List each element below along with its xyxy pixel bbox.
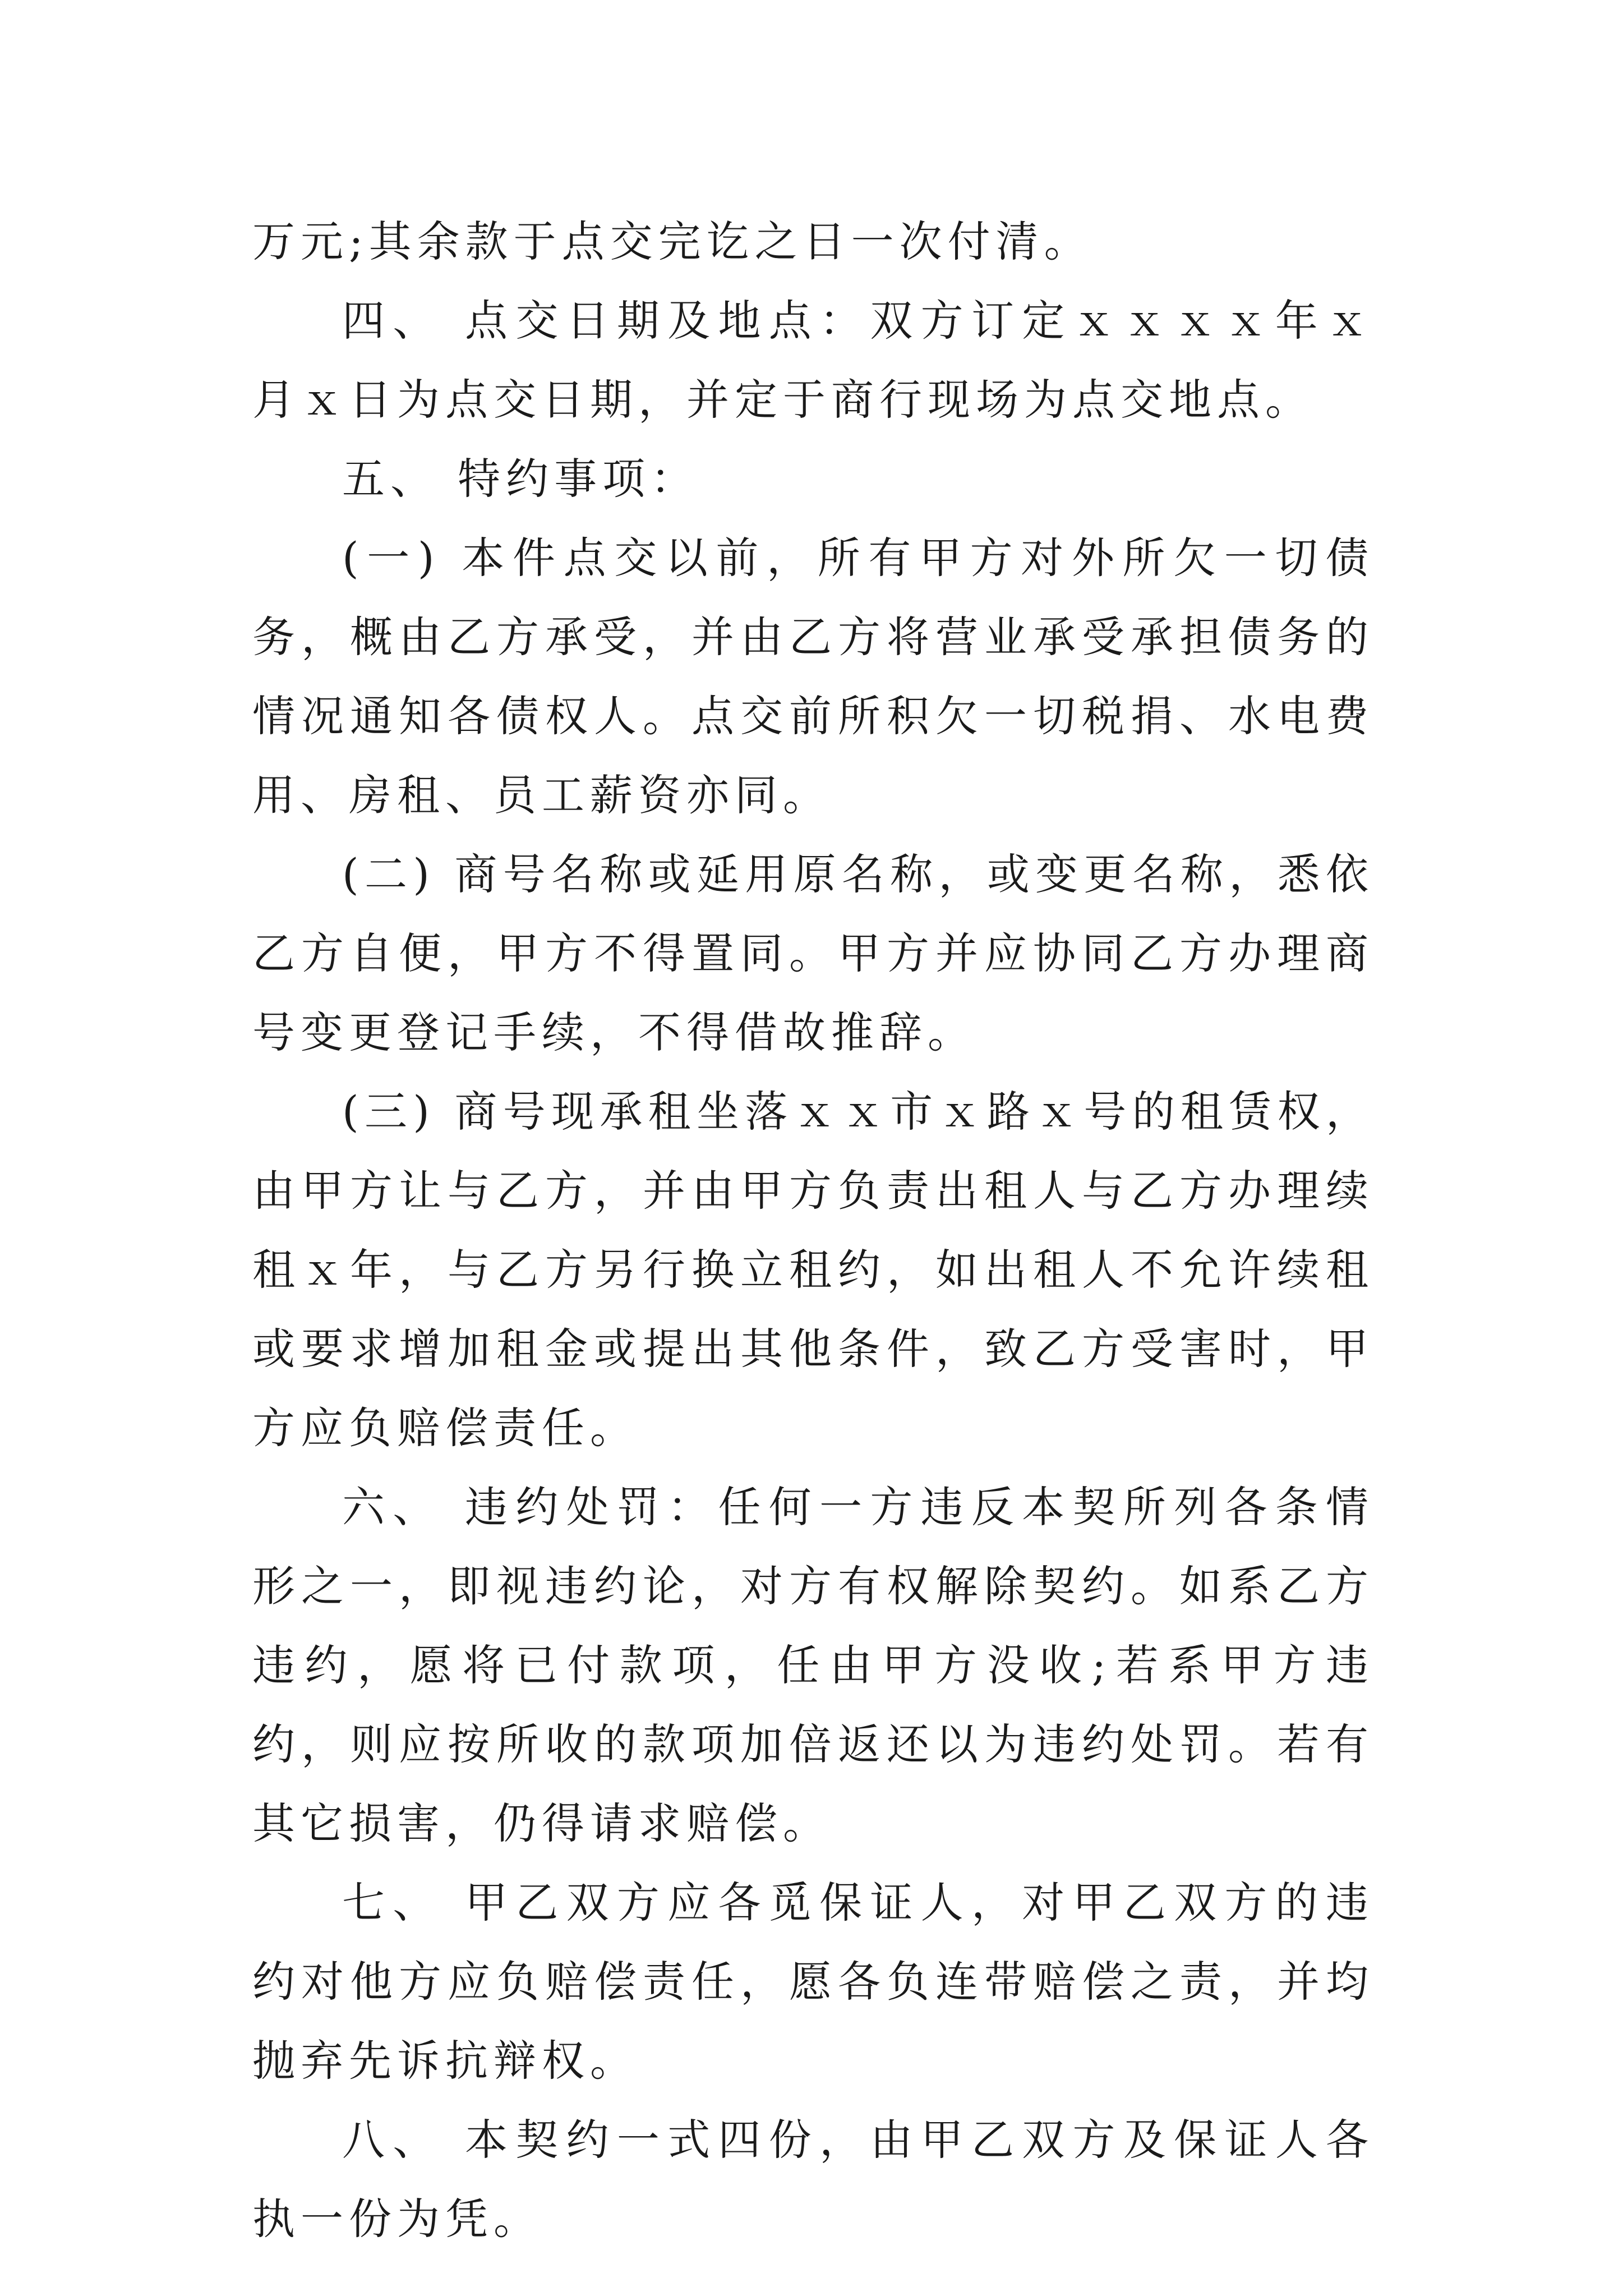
paragraph-clause-4-handover-date: 四、 点交日期及地点：双方订定ｘｘｘｘ年ｘ月ｘ日为点交日期，并定于商行现场为点交地点。 <box>252 296 1374 425</box>
paragraph-clause-5-2-trade-name: (二) 商号名称或延用原名称，或变更名称，悉依乙方自便，甲方不得置同。甲方并应协同乙方办理商号变更登记手续，不得借故推辞。 <box>252 849 1374 1057</box>
paragraph-clause-5-heading: 五、 特约事项： <box>342 454 699 504</box>
paragraph-clause-7-guarantor: 七、 甲乙双方应各觅保证人，对甲乙双方的违约对他方应负赔偿责任，愿各负连带赔偿之责，并均抛弃先诉抗辩权。 <box>252 1878 1374 2086</box>
paragraph-payment-remainder: 万元;其余款于点交完讫之日一次付清。 <box>252 217 1092 266</box>
paragraph-clause-5-1-debts: (一) 本件点交以前，所有甲方对外所欠一切债务，概由乙方承受，并由乙方将营业承受承担债务的情况通知各债权人。点交前所积欠一切税捐、水电费用、房租、员工薪资亦同。 <box>252 533 1374 820</box>
document-body <box>252 202 1374 2258</box>
paragraph-clause-6-penalty: 六、 违约处罚：任何一方违反本契所列各条情形之一，即视违约论，对方有权解除契约。如系乙方违约，愿将已付款项，任由甲方没收;若系甲方违约，则应按所收的款项加倍返还以为违约处罚。若有其它损害，仍得请求赔偿。 <box>252 1482 1374 1848</box>
paragraph-clause-5-3-lease: (三) 商号现承租坐落ｘｘ市ｘ路ｘ号的租赁权，由甲方让与乙方，并由甲方负责出租人与乙方办理续租ｘ年，与乙方另行换立租约，如出租人不允许续租或要求增加租金或提出其他条件，致乙方受害时，甲方应负赔偿责任。 <box>252 1087 1374 1453</box>
paragraph-clause-8-copies: 八、 本契约一式四份，由甲乙双方及保证人各执一份为凭。 <box>252 2115 1374 2244</box>
